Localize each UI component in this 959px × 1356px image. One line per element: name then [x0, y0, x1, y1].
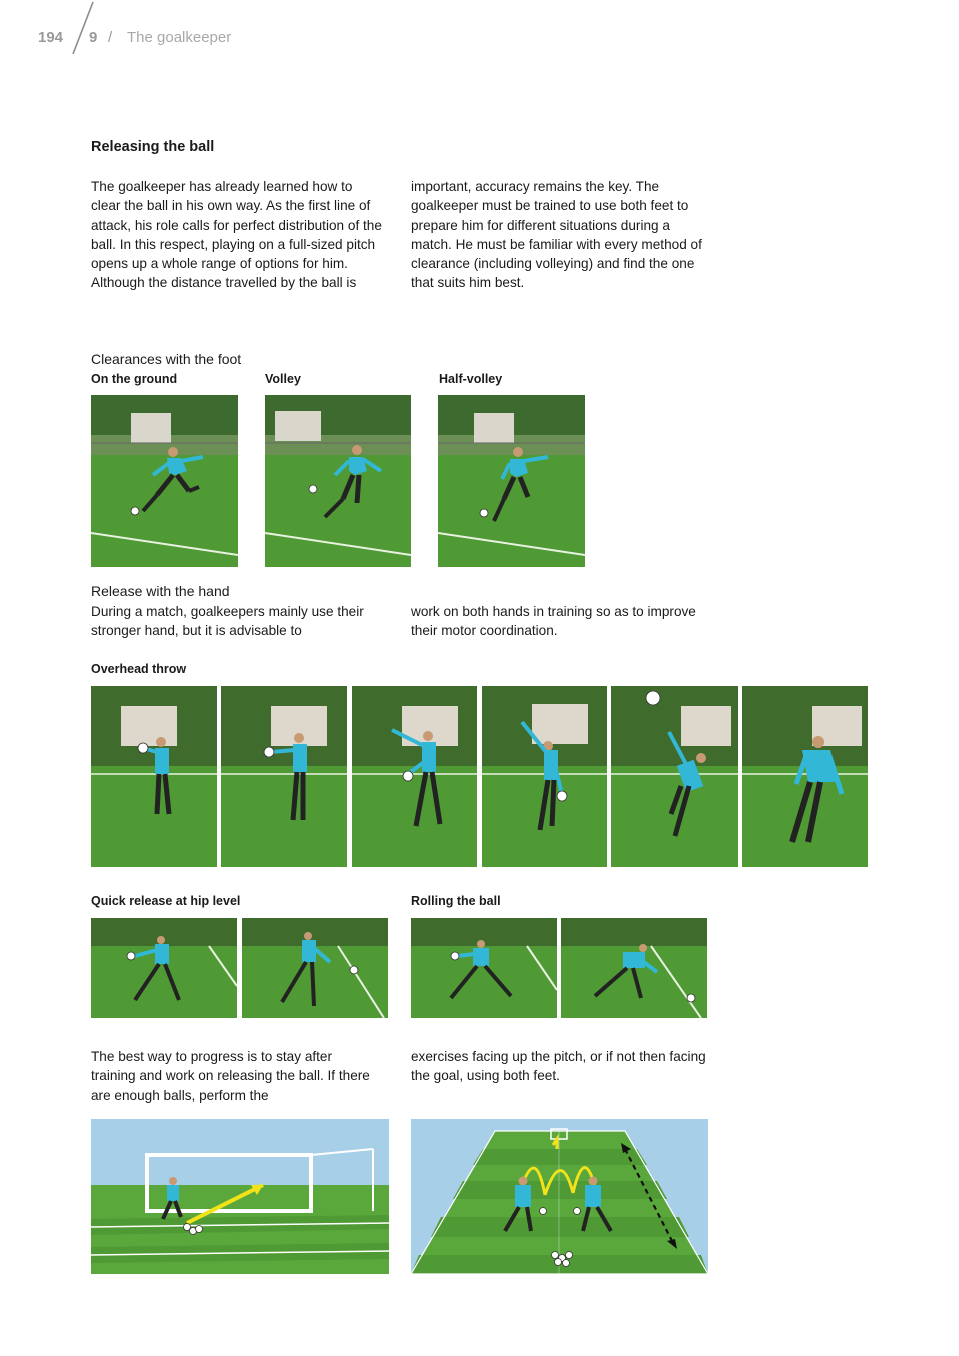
chapter-number: 9 [89, 29, 98, 46]
photo-on-the-ground [91, 395, 238, 567]
diagram-goal-clearance [91, 1119, 389, 1274]
section-title: Releasing the ball [91, 139, 215, 155]
release-hand-heading: Release with the hand [91, 583, 230, 599]
release-hand-text-left: During a match, goalkeepers mainly use their stronger hand, but it is advisable to [91, 604, 364, 639]
photo-volley [265, 395, 411, 567]
photo-overhead-1 [91, 686, 217, 867]
photo-overhead-2 [221, 686, 347, 867]
chapter-title: The goalkeeper [127, 29, 232, 46]
photo-overhead-3 [352, 686, 477, 867]
release-hand-text-right: work on both hands in training so as to improve their motor coordination. [411, 604, 696, 639]
photo-rolling-1 [411, 918, 557, 1018]
label-overhead-throw: Overhead throw [91, 662, 187, 676]
label-on-the-ground: On the ground [91, 372, 178, 386]
photo-overhead-6 [742, 686, 868, 867]
progress-text-right: exercises facing up the pitch, or if not then facing the goal, using both feet. [411, 1049, 706, 1084]
page-number: 194 [38, 29, 64, 46]
photo-quick-release-2 [242, 918, 388, 1018]
label-half-volley: Half-volley [439, 372, 503, 386]
photo-overhead-5 [611, 686, 738, 867]
photo-rolling-2 [561, 918, 707, 1018]
clearances-heading: Clearances with the foot [91, 351, 242, 367]
intro-paragraph-right: important, accuracy remains the key. The goalkeeper must be trained to use both feet to prepare him for different situations during a match. He must be familiar with every method of clearance (including volleying) and find the one that suits him best. [411, 179, 702, 291]
photo-half-volley [438, 395, 585, 567]
header-separator: / [108, 29, 113, 46]
diagram-pitch-exercise [411, 1119, 708, 1274]
label-quick-release: Quick release at hip level [91, 894, 241, 908]
progress-text-left: The best way to progress is to stay after training and work on releasing the ball. If there are enough balls, perform the [91, 1049, 370, 1103]
label-volley: Volley [265, 372, 301, 386]
label-rolling-the-ball: Rolling the ball [411, 894, 501, 908]
intro-paragraph-left: The goalkeeper has already learned how to clear the ball in his own way. As the first line of attack, his role calls for perfect distribution of the ball. In this respect, playing on a full-sized pitch opens up a whole range of options for him. Although the distance travelled by the ball is [91, 179, 382, 291]
photo-overhead-4 [482, 686, 607, 867]
photo-quick-release-1 [91, 918, 237, 1018]
